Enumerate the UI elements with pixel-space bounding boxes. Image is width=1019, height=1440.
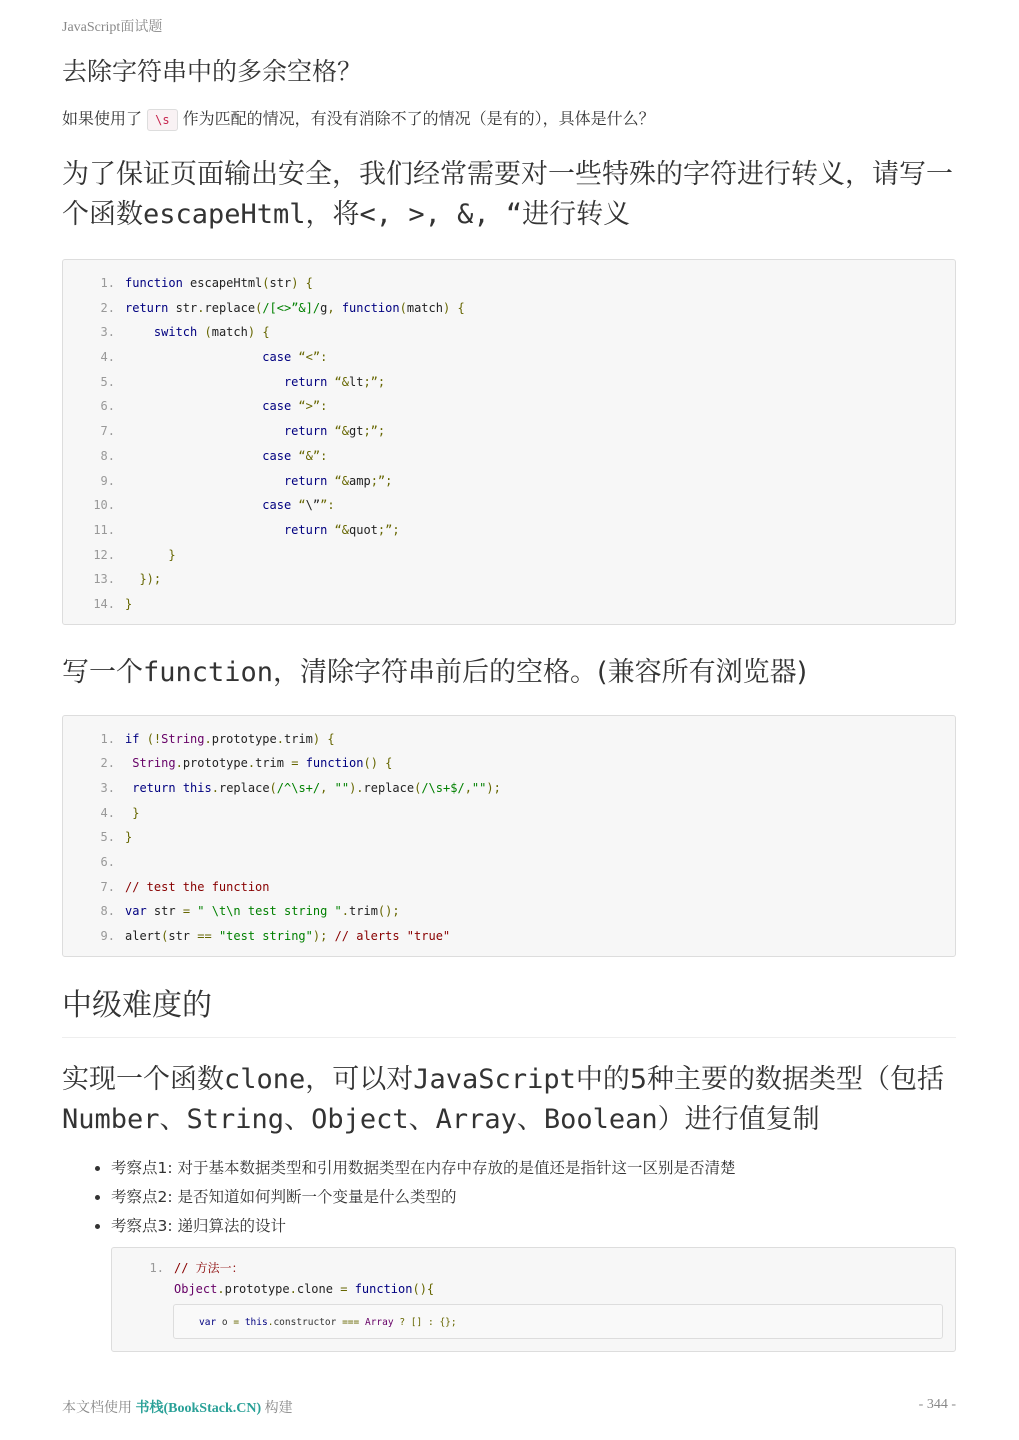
code-line: 10. case “\””: bbox=[63, 493, 955, 518]
code-line bbox=[112, 1258, 943, 1279]
heading-clone bbox=[62, 1060, 956, 1140]
bookstack-link[interactable]: 书栈(BookStack.CN) bbox=[135, 1401, 262, 1416]
code-line: 1. function escapeHtml(str) { bbox=[63, 271, 955, 296]
assessment-points bbox=[62, 1154, 956, 1241]
code-line: 8. case “&”: bbox=[63, 444, 955, 469]
heading-text: 为了保证页面输出安全，我们经常需要对一些特殊的字符进行转义，请写一个函数 bbox=[62, 159, 953, 230]
code-line: 7. return “&gt;”; bbox=[63, 419, 955, 444]
page-number: - 344 - bbox=[918, 1397, 956, 1412]
heading-code: escapeHtml，将<, >, &, “ bbox=[143, 199, 523, 230]
line-number: 7. bbox=[100, 424, 115, 439]
code-line: 4. } bbox=[63, 801, 955, 826]
paragraph-whitespace-question bbox=[62, 106, 956, 133]
code-line: 12. } bbox=[63, 543, 955, 568]
code-line: 11. return “&quot;”; bbox=[63, 518, 955, 543]
heading-trim-function bbox=[62, 653, 956, 693]
line-number: 5. bbox=[100, 374, 115, 389]
running-header: JavaScript面试题 bbox=[62, 20, 163, 35]
footer-credit bbox=[62, 1397, 293, 1417]
line-number: 8. bbox=[100, 904, 115, 919]
code-line: 3. return this.replace(/^\s+/, "").replace(/\s+$/,""); bbox=[63, 776, 955, 801]
footer-text: 构建 bbox=[261, 1401, 293, 1416]
heading-code: clone bbox=[224, 1063, 306, 1095]
heading-text: 写一个 bbox=[62, 656, 143, 688]
footer-text: 本文档使用 bbox=[62, 1401, 136, 1416]
line-number: 5. bbox=[100, 830, 115, 845]
code-line: 13. }); bbox=[63, 567, 955, 592]
heading-text: ，清除字符串前后的空格。(兼容所有浏览器) bbox=[273, 656, 808, 688]
code-line: 4. case “<”: bbox=[63, 345, 955, 370]
heading-text: 实现一个函数 bbox=[62, 1063, 224, 1095]
list-item: • 考察点2: 是否知道如何判断一个变量是什么类型的 bbox=[111, 1183, 956, 1212]
heading-code: Number、String、Object、Array、Boolean bbox=[62, 1103, 658, 1135]
code-line: 14. } bbox=[63, 592, 955, 617]
code-line: 6. case “>”: bbox=[63, 394, 955, 419]
line-number: 2. bbox=[100, 300, 115, 315]
line-number: 8. bbox=[100, 448, 115, 463]
code-block-clone bbox=[111, 1247, 956, 1352]
code-line: 2. return str.replace(/[<>”&]/g, function(match) { bbox=[63, 296, 955, 321]
line-number: 12. bbox=[93, 547, 115, 562]
heading-intermediate: 中级难度的 bbox=[62, 985, 956, 1038]
line-number: 4. bbox=[100, 350, 115, 365]
line-number: 11. bbox=[93, 522, 115, 537]
heading-text: 进行转义 bbox=[522, 199, 631, 230]
heading-code: function bbox=[143, 656, 274, 688]
code-line bbox=[63, 850, 955, 875]
code-block-escape-html bbox=[62, 259, 956, 625]
line-number: 14. bbox=[93, 596, 115, 611]
code-line: Object.prototype.clone = function(){ bbox=[174, 1281, 435, 1296]
line-number: 9. bbox=[100, 929, 115, 944]
line-number: 9. bbox=[100, 473, 115, 488]
line-number: 7. bbox=[100, 879, 115, 894]
line-number: 2. bbox=[100, 756, 115, 771]
code-line: 9. return “&amp;”; bbox=[63, 469, 955, 494]
line-number: 1. bbox=[100, 276, 115, 290]
code-line: 8. var str = " \t\n test string ".trim(); bbox=[63, 899, 955, 924]
line-number: 3. bbox=[100, 781, 115, 795]
nested-code-block: var o = this.constructor === Array ? [] : {}; bbox=[173, 1304, 943, 1339]
line-number: 6. bbox=[100, 399, 115, 414]
code-line: 9. alert(str == "test string"); // alerts "true" bbox=[63, 924, 955, 949]
code-block-trim bbox=[62, 715, 956, 957]
heading-text: ）进行值复制 bbox=[657, 1103, 820, 1135]
line-number: 13. bbox=[93, 572, 115, 587]
line-number: 3. bbox=[100, 325, 115, 340]
line-number: 10. bbox=[93, 498, 115, 513]
page-content bbox=[62, 54, 956, 1352]
list-item: • 考察点3: 递归算法的设计 bbox=[111, 1212, 956, 1241]
para-text: 作为匹配的情况，有没有消除不了的情况（是有的），具体是什么？ bbox=[177, 109, 655, 128]
heading-code: JavaScript bbox=[413, 1063, 576, 1095]
line-number: 1. bbox=[149, 1260, 164, 1275]
code-line: 3. switch (match) { bbox=[63, 320, 955, 345]
para-text: 如果使用了 bbox=[62, 109, 148, 128]
line-number: 1. bbox=[100, 731, 115, 746]
line-number: 6. bbox=[100, 855, 115, 870]
list-item: • 考察点1: 对于基本数据类型和引用数据类型在内存中存放的是值还是指针这一区别是否清楚 bbox=[111, 1154, 956, 1183]
inline-code: \s bbox=[147, 109, 177, 131]
code-line: 5. } bbox=[63, 825, 955, 850]
code-line: 2. String.prototype.trim = function() { bbox=[63, 751, 955, 776]
code-comment: // 方法一： bbox=[174, 1260, 244, 1275]
heading-escape-html bbox=[62, 155, 956, 235]
code-line: 5. return “&lt;”; bbox=[63, 370, 955, 395]
line-number: 4. bbox=[100, 805, 115, 820]
heading-text: ，可以对 bbox=[305, 1063, 414, 1095]
code-line: 7. // test the function bbox=[63, 875, 955, 900]
heading-text: 中的5种主要的数据类型（包括 bbox=[575, 1063, 945, 1095]
heading-trim-spaces: 去除字符串中的多余空格？ bbox=[62, 57, 363, 86]
code-line: 1. if (!String.prototype.trim) { bbox=[63, 727, 955, 752]
